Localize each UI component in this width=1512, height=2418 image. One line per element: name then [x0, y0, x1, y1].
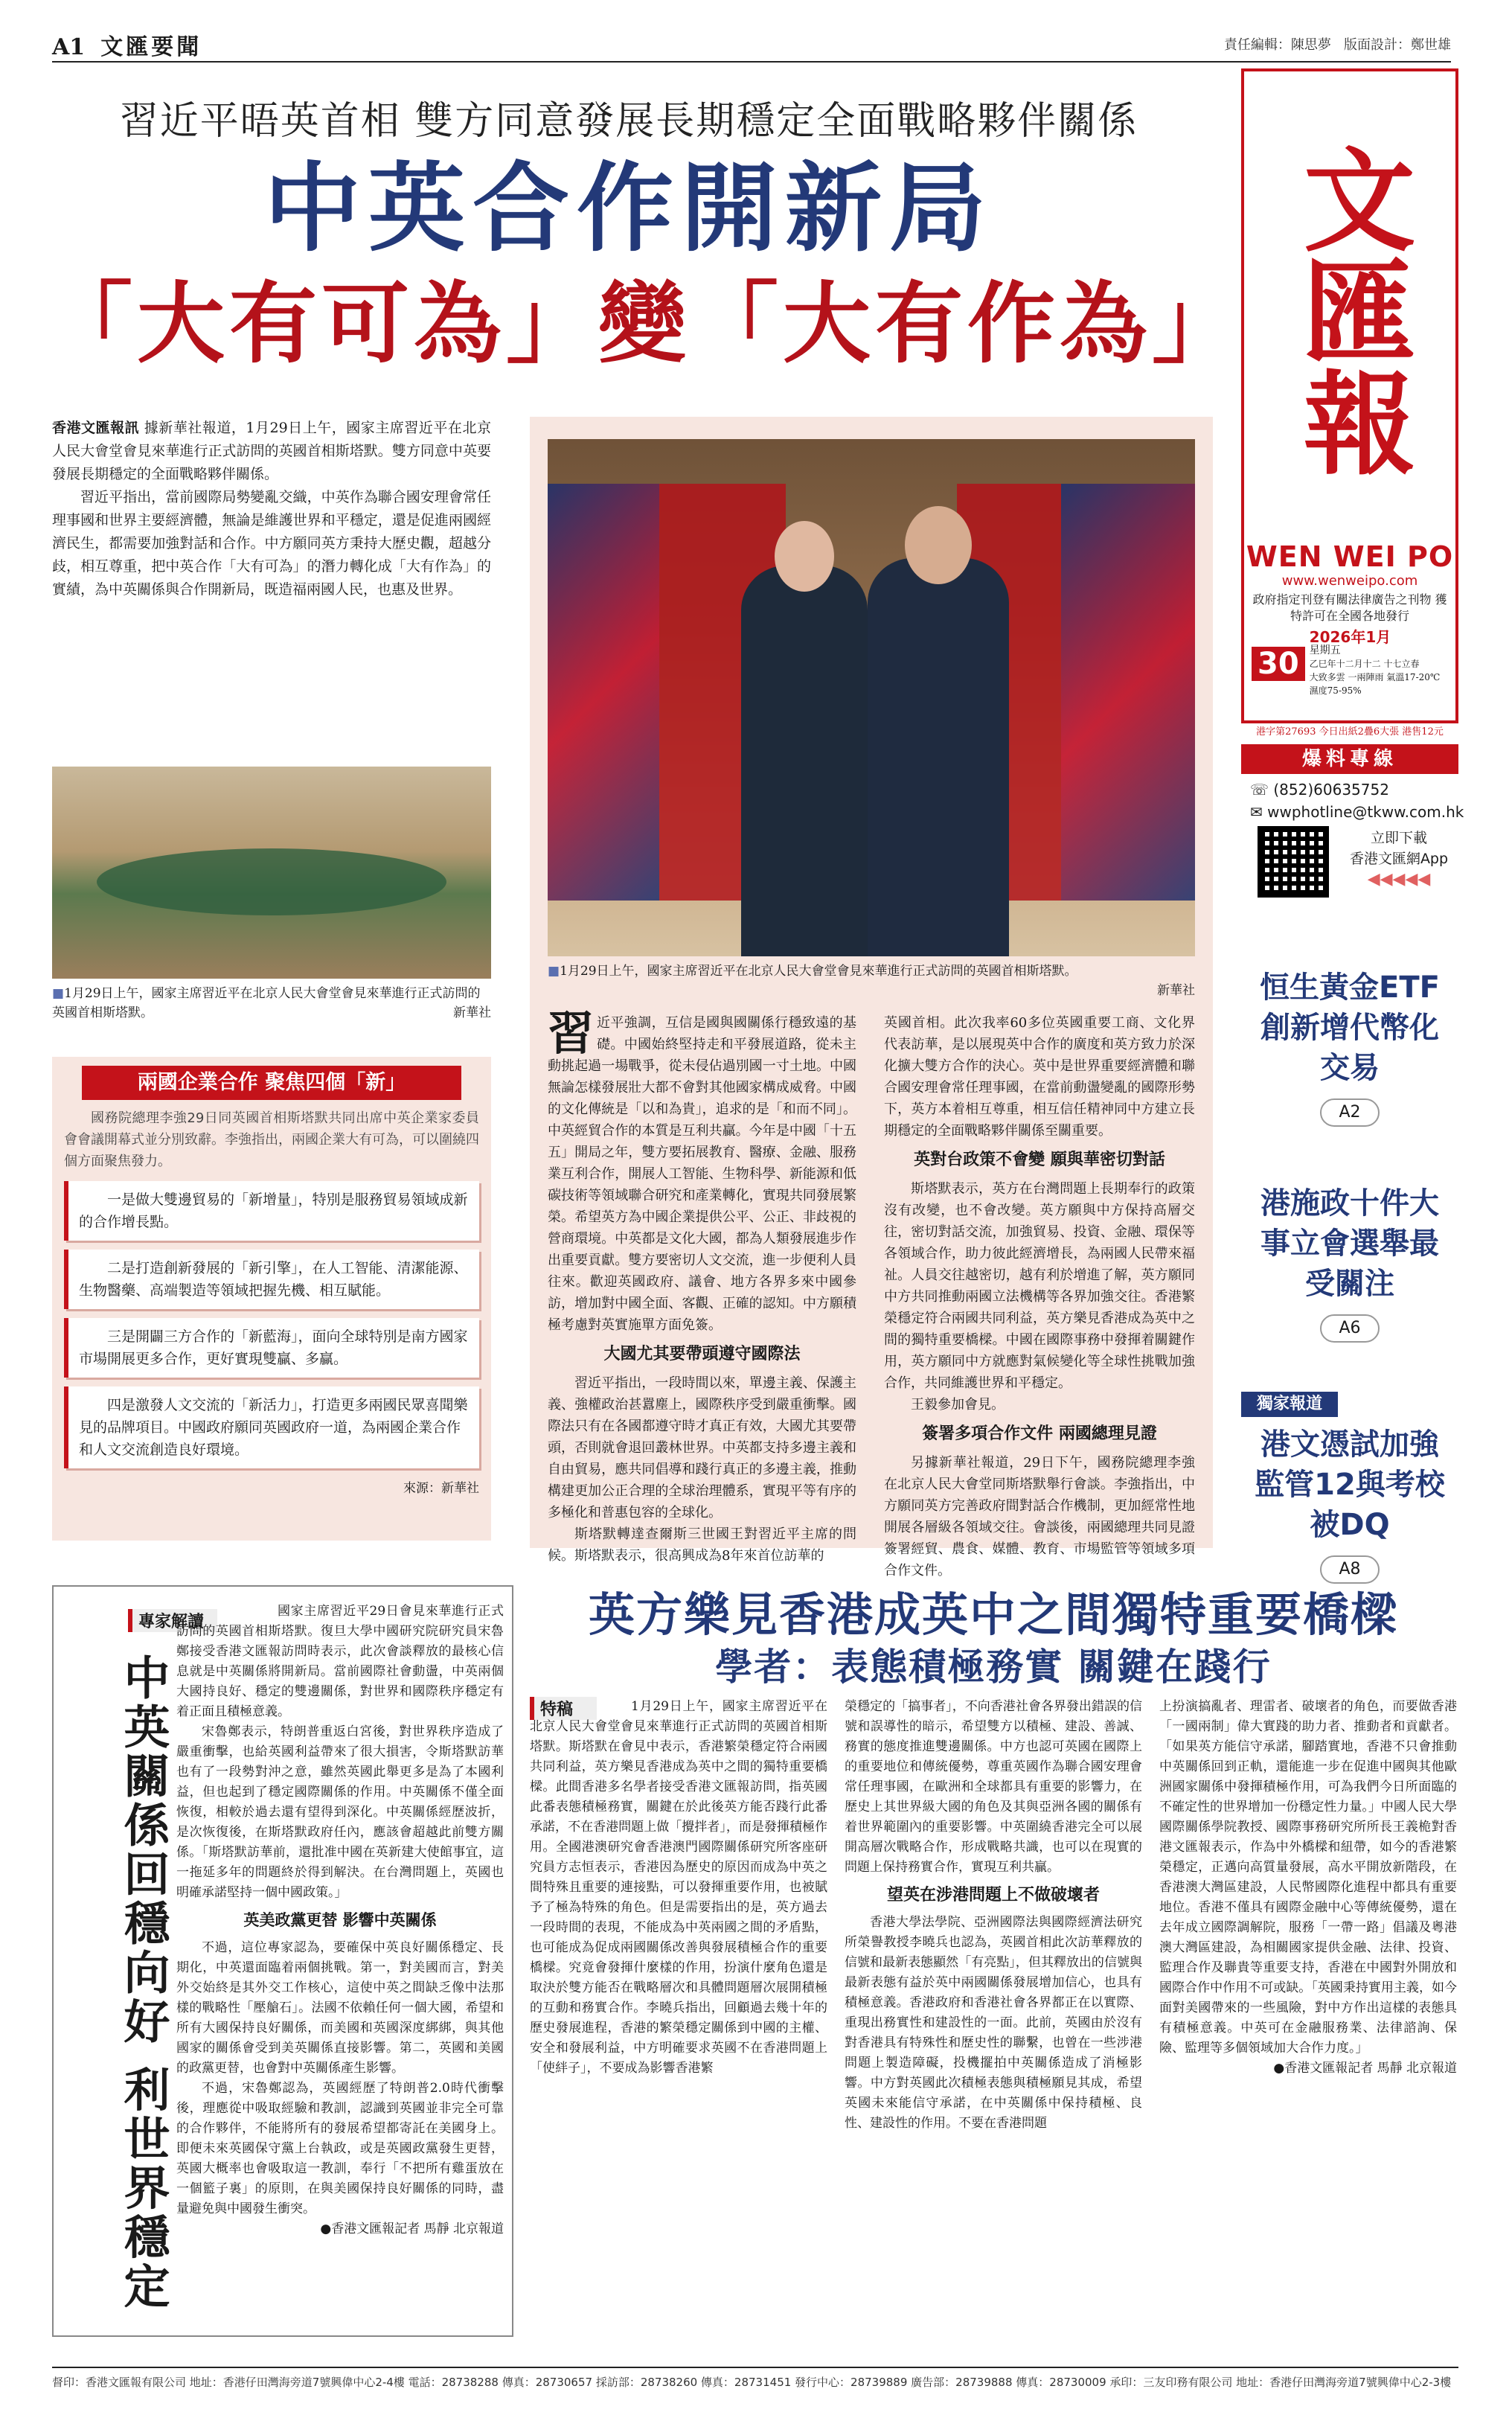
center-col1-p2: 習近平指出，一段時間以來，單邊主義、保護主義、強權政治甚囂塵上，國際秩序受到嚴重衝擊。國際法只有在各國都遵守時才真正有效，大國尤其要帶頭，否則就會退回叢林世界。中英都支持多邊主義和自由貿易，應共同倡導和踐行真正的多邊主義，推動構建更加公正合理的全球治理體系，實現平等有序的多極化和普惠包容的全球化。: [548, 1375, 856, 1520]
hk-story-col3: [1159, 1697, 1457, 2315]
expert-p2: 宋魯鄭表示，特朗普重返白宮後，對世界秩序造成了嚴重衝擊，也給英國利益帶來了很大損害，令斯塔默訪華也有了一段勢對沖之意，雖然英國此舉更多是為了本國利益，但也起到了穩定國際關係的作用。中英關係不僅全面恢復，相較於過去還有望得到深化。中英關係經歷波折，是次恢復後，在斯塔默政府任內，應該會超越此前雙方關係。「斯塔默訪華前，還批准中國在英新建大使館事宜，這一拖延多年的問題終於得到解決。在台灣問題上，英國也明確承諾堅持一個中國政策。」: [176, 1724, 504, 1900]
phone-icon: ☏: [1250, 781, 1274, 799]
small-photo-credit: 新華社: [453, 1005, 491, 1020]
issue-info: 港字第27693 今日出紙2疊6大張 港售12元: [1256, 726, 1444, 738]
app-download-line1: 立即下載: [1370, 830, 1427, 846]
expert-byline: ●香港文匯報記者 馬靜 北京報道: [320, 2222, 504, 2236]
hk-story-text: 上扮演搞亂者、理雷者、破壞者的角色，而要做香港「一國兩制」偉大實踐的助力者、推動者和貢獻者。「如果英方能信守承諾，腳踏實地，香港不只會推動中英關係回到正軌，還能進一步在促進中國與其他歐洲國家關係中發揮積極作用，可為我們今日所面臨的不確定性的世界增加一份穩定性力量。」中國人民大學國際關係學院教授、國際事務研究所所長王義桅對香港文匯報表示，作為中外橋樑和紐帶，如今的香港繁榮穩定，正邁向高質量發展，高水平開放新階段，在香港澳大灣區建設，人民幣國際化進程中都具有重要地位。香港不僅具有國際金融中心等傳統優勢，還在去年成立國際調解院，服務「一帶一路」倡議及粵港澳大灣區建設，為相關國家提供金融、法律、投資、監理合作及聯貴等重要支持，香港在中國對外開放和國際合作中作用不可或缺。「英國秉持實用主義，如今面對美國帶來的一些風險，對中方作出這樣的表態具有積極意義。中英可在金融服務業、法律諮詢、保險、監理等多個領域加大合作力度。」: [1159, 1699, 1457, 2056]
hk-story-col2: [845, 1697, 1142, 2315]
lead-story: [52, 417, 491, 601]
business-box-source: 來源：新華社: [403, 1481, 479, 1496]
teaser-title: 恒生黃金ETF創新增代幣化交易: [1260, 970, 1440, 1085]
main-photo-credit: 新華社: [1157, 983, 1195, 998]
main-photo-caption: 1月29日上午，國家主席習近平在北京人民大會堂會見來華進行正式訪問的英國首相斯塔默。: [560, 964, 1077, 979]
center-col2-p4: 另據新華社報道，29日下午，國務院總理李強在北京人民大會堂同斯塔默舉行會談。李強指出，中方願同英方完善政府間對話合作機制，更加經常性地開展各層級各領域交往。會談後，兩國總理共同見證簽署經貿、農食、媒體、教育、市場監管等領域多項合作文件。: [884, 1455, 1195, 1579]
business-item: 二是打造創新發展的「新引擎」，在人工智能、清潔能源、生物醫藥、高端製造等領域把握先機、相互賦能。: [64, 1250, 479, 1309]
page-header: [52, 28, 1451, 58]
center-article: [548, 1006, 1195, 1579]
masthead: [1241, 68, 1458, 723]
person-left: [741, 566, 868, 956]
center-subhead: 簽署多項合作文件 兩國總理見證: [922, 1424, 1157, 1443]
hk-story-subhead: 望英在涉港問題上不做破壞者: [886, 1886, 1100, 1904]
expert-p3: 不過，這位專家認為，要確保中英良好關係穩定、長期化，中英還面臨着兩個挑戰。第一，對美國而言，對美外交始終是其外交工作核心，這使中英之間缺乏像中法那樣的戰略性「壓艙石」。法國不依賴任何一個大國，希望和所有大國保持良好關係，而美國和英國深度綁綁，與其他國家的關係會受到美英關係直接影響。第二，英國和美國的政黨更替，也會對中英關係產生影響。: [176, 1940, 504, 2076]
page-number: A1: [52, 34, 86, 60]
masthead-name: 文匯報: [1284, 142, 1415, 477]
teaser-title: 港施政十件大事立會選舉最受關注: [1260, 1186, 1439, 1301]
hotline-email[interactable]: wwphotline@tkww.com.hk: [1267, 803, 1464, 821]
center-subhead: 大國尤其要帶頭遵守國際法: [603, 1345, 801, 1363]
date-month: 2026年1月: [1309, 628, 1391, 646]
teaser-title: 港文憑試加強監管12與考校被DQ: [1255, 1427, 1445, 1542]
person-right: [868, 558, 1009, 956]
lead-paragraph-2: 習近平指出，當前國際局勢變亂交織，中英作為聯合國安理會常任理事國和世界主要經濟體，無論是維護世界和平穩定，還是促進兩國經濟民生，都需要加強對話和合作。中方願同英方秉持大歷史觀，超越分歧，相互尊重，把中英合作「大有可為」的潛力轉化成「大有作為」的實績，為中英關係與合作開新局，既造福兩國人民，也惠及世界。: [52, 489, 491, 598]
center-subhead: 英對台政策不會變 願與華密切對話: [914, 1151, 1165, 1169]
date-lunar: 乙巳年十二月十二 十七立春: [1309, 659, 1420, 669]
main-photo: [548, 439, 1195, 956]
business-box: [52, 1057, 491, 1541]
expert-vertical-title: 中英關係回穩向好 利世界穩定: [116, 1654, 170, 2312]
center-col2-p2: 斯塔默表示，英方在台灣問題上長期奉行的政策沒有改變，也不會改變。英方願與中方保持高層交往，密切對話交流，加強貿易、投資、金融、環保等各領域合作，助力彼此經濟增長，為兩國人民帶來福祉。人員交往越密切，越有利於增進了解，英方願同中方共同推動兩國立法機構等各界加強交往。香港繁榮穩定符合兩國共同利益，英方樂見香港成為英中之間的獨特重要橋樑。中國在國際事務中發揮着關鍵作用，英方願同中方就應對氣候變化等全球性挑戰加強合作，共同維護世界和平穩定。: [884, 1181, 1195, 1391]
business-box-title: 兩國企業合作 聚焦四個「新」: [82, 1066, 461, 1100]
lead-paragraph-1: 據新華社報道，1月29日上午，國家主席習近平在北京人民大會堂會見來華進行正式訪問的英國首相斯塔默。雙方同意中英要發展長期穩定的全面戰略夥伴關係。: [52, 420, 491, 482]
expert-subhead: 英美政黨更替 影響中英關係: [243, 1911, 437, 1929]
expert-box: [52, 1585, 513, 2337]
photo-bullet-icon: ■: [52, 986, 65, 1001]
mail-icon: ✉: [1250, 803, 1268, 821]
footer-imprint: 督印：香港文匯報有限公司 地址：香港仔田灣海旁道7號興偉中心2-4樓 電話：28738288 傳真：28730657 採訪部：28738260 傳真：28731451 發行中心：28739889 廣告部：28739888 傳真：28730009 承印：三友印務有限公司 地址：香港仔田灣海旁道7號興偉中心2-3樓: [52, 2376, 1452, 2389]
headline-sub: 「大有可為」變「大有作為」: [45, 272, 1245, 375]
hk-story-col1: [530, 1697, 827, 2315]
teaser-3[interactable]: [1241, 1392, 1458, 1584]
dropcap: 習: [548, 1006, 595, 1061]
expert-label: 專家解讀: [128, 1609, 217, 1632]
hk-story-title: 英方樂見香港成英中之間獨特重要橋樑: [588, 1587, 1398, 1642]
hk-story-subtitle: 學者：表態積極務實 關鍵在踐行: [715, 1645, 1272, 1689]
teaser-page: A8: [1320, 1555, 1380, 1584]
expert-p1: 國家主席習近平29日會見來華進行正式訪問的英國首相斯塔默。復旦大學中國研究院研究員宋魯鄭接受香港文匯報訪問時表示，此次會談釋放的最核心信息就是中英關係將開新局。當前國際社會動盪，中英兩個大國持良好、穩定的雙邊關係，對世界和國際秩序穩定有着正面且積極意義。: [176, 1604, 504, 1719]
hk-story-byline: ●香港文匯報記者 馬靜 北京報道: [1273, 2061, 1457, 2076]
designer-credit: 版面設計：鄭世雄: [1344, 37, 1451, 53]
lead-label: 香港文匯報訊: [52, 420, 140, 436]
center-col2-p3: 王毅參加會見。: [911, 1397, 1005, 1413]
weather: 大致多雲 一兩陣雨 氣溫17-20℃ 濕度75-95%: [1309, 672, 1441, 696]
hk-story-text: 香港大學法學院、亞洲國際法與國際經濟法研究所榮譽教授李曉兵也認為，英國首相此次訪華釋放的信號和最新表態顯然「有亮點」，但其釋放出的信號與最新表態有益於英中兩國關係發展增加信心，也具有積極意義。香港政府和香港社會各界都正在以實際、重現出務實性和建設性的一面。此前，英國由於沒有對香港具有特殊性和歷史性的聯繫，也曾在一些涉港問題上製造障礙，投機擺拍中英關係造成了消極影響。中方對英國此次積極表態與積極願見其成，希望英國未來能信守承諾，在中英關係中保持積極、良性、建設性的作用。不要在香港問題: [845, 1915, 1142, 2131]
headline-main: 中英合作開新局: [263, 151, 993, 265]
arrow-icon: ◀◀◀◀◀: [1367, 870, 1431, 889]
teaser-page: A2: [1320, 1098, 1380, 1127]
hk-story-label: 特稿: [530, 1697, 597, 1720]
small-photo-caption: 1月29日上午，國家主席習近平在北京人民大會堂會見來華進行正式訪問的英國首相斯塔默。: [52, 986, 481, 1020]
center-col1-p1: 近平強調，互信是國與國關係行穩致遠的基礎。中國始終堅持走和平發展道路，從未主動挑起過一場戰爭，從未侵佔過別國一寸土地。中國無論怎樣發展壯大都不會對其他國家構成威脅。中國的文化傳統是「以和為貴」，追求的是「和而不同」。中英經貿合作的本質是互利共贏。今年是中國「十五五」開局之年，雙方要拓展教育、醫療、金融、服務業互利合作，開展人工智能、生物科學、新能源和低碳技術等領域聯合研究和產業轉化，實現共同發展繁榮。希望英方為中國企業提供公平、公正、非歧視的營商環境。中英都是文化大國，都為人類發展進步作出重要貢獻。雙方要密切人文交流，進一步便利人員往來。歡迎英國政府、議會、地方各界多來中國參訪，增加對中國全面、客觀、正確的認知。中方願積極考慮對英實施單方面免簽。: [548, 1015, 856, 1333]
app-download-line2: 香港文匯網App: [1349, 851, 1449, 867]
hotline-title: 爆料專線: [1241, 744, 1458, 774]
hotline-phone[interactable]: (852)60635752: [1273, 781, 1389, 799]
qr-code-icon[interactable]: [1258, 826, 1329, 898]
headline-kicker: 習近平晤英首相 雙方同意發展長期穩定全面戰略夥伴關係: [119, 99, 1138, 144]
teaser-page: A6: [1320, 1314, 1380, 1343]
business-item: 四是激發人文交流的「新活力」，打造更多兩國民眾喜聞樂見的品牌項目。中國政府願同英國政府一道，為兩國企業合作和人文交流創造良好環境。: [64, 1386, 479, 1468]
masthead-reg: 政府指定刊登有關法律廣告之刊物 獲特許可在全國各地發行: [1252, 592, 1447, 623]
photo-bullet-icon: ■: [548, 964, 560, 979]
teaser-tag: 獨家報道: [1241, 1392, 1338, 1417]
teaser-2[interactable]: [1241, 1183, 1458, 1343]
masthead-roman: WEN WEI PO: [1246, 540, 1454, 573]
business-item: 一是做大雙邊貿易的「新增量」，特別是服務貿易領域成新的合作增長點。: [64, 1181, 479, 1241]
teaser-1[interactable]: [1241, 967, 1458, 1127]
date-weekday: 星期五: [1309, 645, 1341, 656]
hk-story-text: 榮穩定的「搞事者」，不向香港社會各界發出錯誤的信號和誤導性的暗示，希望雙方以積極、建設、善誠、務實的態度推進雙邊關係。中方也認可英國在國際上的重要地位和傳統優勢，尊重英國作為聯合國安理會常任理事國，在歐洲和全球都具有重要的影響力，在歷史上其世界級大國的角色及其與亞洲各國的關係有着世界範圍內的重要影響。中英圍繞香港完全可以展開高層次戰略合作，形成戰略共識，也可以在現實的問題上保持務實合作，實現互利共贏。: [845, 1699, 1142, 1875]
section-name: 文匯要聞: [100, 34, 202, 60]
business-item: 三是開闢三方合作的「新藍海」，面向全球特別是南方國家市場開展更多合作，更好實現雙贏、多贏。: [64, 1318, 479, 1378]
date-day: 30: [1252, 647, 1305, 681]
business-box-intro: 國務院總理李強29日同英國首相斯塔默共同出席中英企業家委員會會議開幕式並分別致辭。李強指出，兩國企業大有可為，可以圍繞四個方面聚焦發力。: [64, 1110, 479, 1169]
hk-story-text: 1月29日上午，國家主席習近平在北京人民大會堂會見來華進行正式訪問的英國首相斯塔默。斯塔默在會見中表示，香港繁榮穩定符合兩國共同利益，英方樂見香港成為英中之間的獨特重要橋樑。此間香港多名學者接受香港文匯報訪問，指英國此番表態積極務實，關鍵在於此後英方能否踐行此番承諾，不在香港問題上做「攪拌者」，而是發揮積極作用。全國港澳研究會香港澳門國際關係研究所客座研究員方志恒表示，香港因為歷史的原因而成為中英之間特殊且重要的連接點，可以發揮重要作用，也被賦予了極為特殊的角色。但是需要指出的是，英方過去一段時間的表現，不能成為中英兩國之間的矛盾點，也可能成為促成兩國關係改善與發展積極合作的重要橋樑。究竟會發揮什麼樣的作用，扮演什麼角色還是取決於雙方能否在戰略層次和具體問題層次展開積極的互動和務實合作。李曉兵指出，回顧過去幾十年的歷史發展進程，香港的繁榮穩定關係到中國的主權、安全和發展利益，中方明確要求英國不在香港問題上「使絆子」，不要成為影響香港繁: [530, 1699, 827, 2076]
expert-p4: 不過，宋魯鄭認為，英國經歷了特朗普2.0時代衝擊後，理應從中吸取經驗和教訓，認識到英國並非完全可靠的合作夥伴，不能將所有的發展希望都寄託在美國身上。即便未來英國保守黨上台執政，或是英國政黨發生更替，英國大概率也會吸取這一教訓，奉行「不把所有雞蛋放在一個籃子裏」的原則，在與美國保持良好關係的同時，盡量避免與中國發生衝突。: [176, 2081, 504, 2216]
meeting-photo: [52, 767, 491, 979]
center-col1-p3: 斯塔默轉達查爾斯三世國王對習近平主席的問候。斯塔默表示，很高興成為8年來首位訪華的: [548, 1526, 856, 1564]
editor-credit: 責任編輯：陳思夢: [1223, 37, 1331, 53]
center-col2-p1: 英國首相。此次我率60多位英國重要工商、文化界代表訪華，是以展現英中合作的廣度和英方致力於深化擴大雙方合作的決心。英中是世界重要經濟體和聯合國安理會常任理事國，在當前動盪變亂的國際形勢下，英方本着相互尊重，相互信任精神同中方建立長期穩定的全面戰略夥伴關係至關重要。: [884, 1015, 1195, 1139]
masthead-url: www.wenweipo.com: [1281, 573, 1418, 589]
